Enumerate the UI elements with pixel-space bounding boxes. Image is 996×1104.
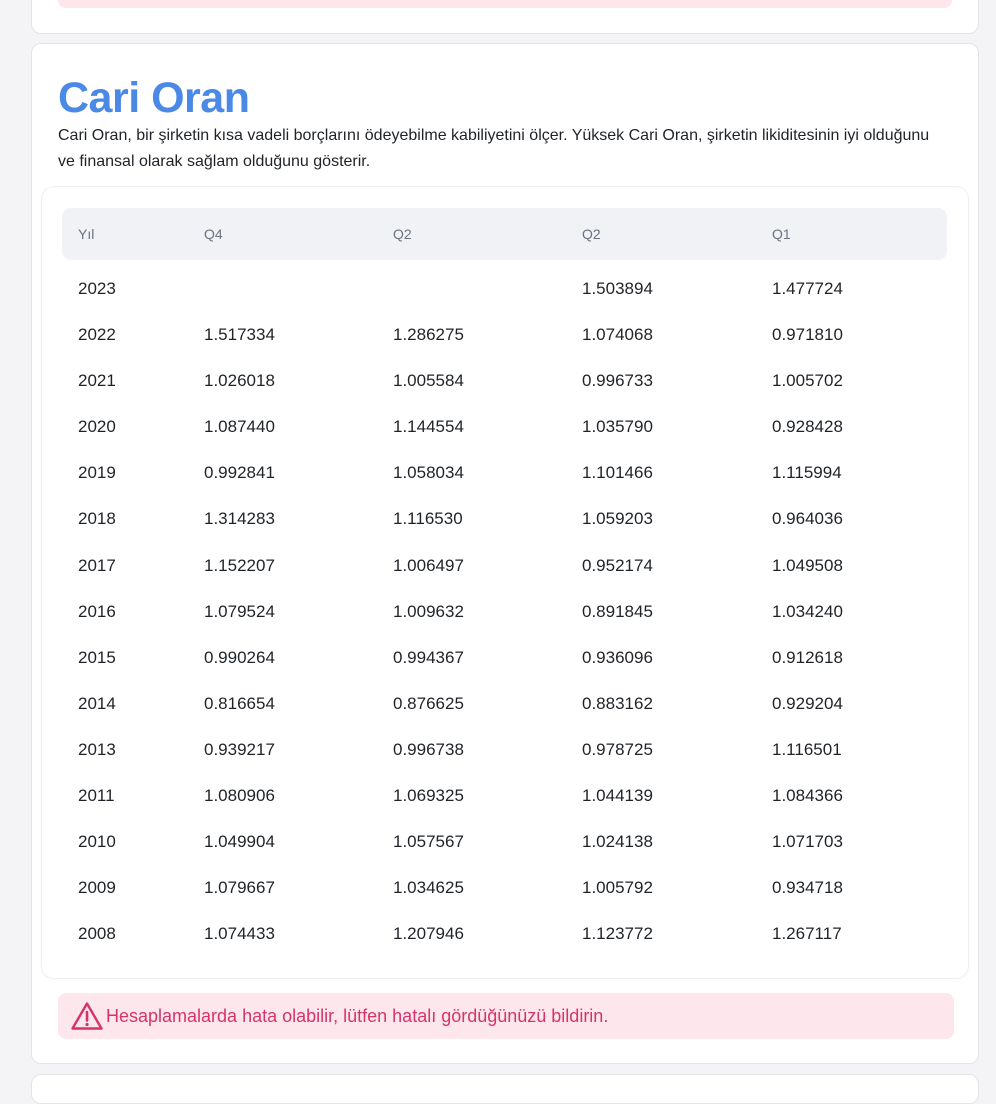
cell-q2-b: 1.503894	[582, 279, 653, 298]
cell-q2-a: 1.057567	[393, 832, 464, 852]
cell-q4: 1.079524	[204, 601, 275, 621]
cell-q4: 1.517334	[204, 325, 275, 345]
header-q2-b: Q2	[582, 226, 601, 242]
cell-q2-b: 0.952174	[582, 555, 653, 575]
warning-triangle-icon	[70, 1001, 104, 1031]
alert-text: Hesaplamalarda hata olabilir, lütfen hatalı gördüğünüzü bildirin.	[106, 1005, 609, 1026]
table-row	[62, 820, 947, 866]
table-row	[62, 590, 947, 636]
cell-q2-b: 0.996733	[582, 371, 653, 391]
cell-q2-b: 0.978725	[582, 739, 653, 759]
section-description: Cari Oran, bir şirketin kısa vadeli borçlarını ödeyebilme kabiliyetini ölçer. Yüksek Cari Oran, şirketin likiditesinin iyi olduğunu ve finansal olarak sağlam olduğunu gösterir.	[58, 127, 930, 170]
cell-year: 2009	[78, 878, 116, 898]
cell-q1: 1.005702	[772, 371, 843, 391]
cell-q2-a: 1.069325	[393, 786, 464, 806]
cell-q2-b: 1.044139	[582, 786, 653, 806]
cell-year: 2018	[78, 509, 116, 529]
cell-q1: 0.929204	[772, 693, 843, 713]
cell-q2-a: 1.034625	[393, 878, 464, 898]
cell-q2-b: 0.891845	[582, 601, 653, 621]
cell-q2-b: 1.074068	[582, 325, 653, 345]
table-row	[62, 267, 947, 313]
cell-year: 2020	[78, 417, 116, 437]
cell-q2-a: 1.116530	[393, 509, 463, 529]
cell-q2-b: 1.005792	[582, 878, 653, 898]
cell-q1: 1.267117	[772, 924, 842, 944]
table-row	[62, 682, 947, 728]
table-row	[62, 405, 947, 451]
cell-year: 2013	[78, 739, 116, 759]
header-q2-a: Q2	[393, 226, 412, 242]
cell-q1: 0.934718	[772, 878, 843, 898]
cell-q2-a: 1.207946	[393, 924, 464, 944]
table-row	[62, 497, 947, 543]
previous-section-alert	[58, 0, 952, 8]
table-row	[62, 451, 947, 497]
header-q4: Q4	[204, 226, 223, 242]
cell-year: 2008	[78, 924, 116, 944]
cell-q2-a: 0.996738	[393, 739, 464, 759]
cell-q2-b: 0.936096	[582, 647, 653, 667]
cell-year: 2023	[78, 279, 116, 298]
ratio-table	[42, 187, 968, 978]
cell-q4: 1.026018	[204, 371, 275, 391]
cell-q2-b: 1.024138	[582, 832, 653, 852]
cell-q1: 1.115994	[772, 463, 842, 483]
cell-q2-b: 1.101466	[582, 463, 653, 483]
cell-q2-b: 1.035790	[582, 417, 653, 437]
table-row	[62, 544, 947, 590]
table-row	[62, 774, 947, 820]
table-row	[62, 912, 947, 958]
cell-q1: 1.477724	[772, 279, 843, 298]
cell-q4: 0.992841	[204, 463, 275, 483]
cell-year: 2016	[78, 601, 116, 621]
cell-q2-a: 0.994367	[393, 647, 464, 667]
cell-q4: 1.049904	[204, 832, 275, 852]
cell-year: 2022	[78, 325, 116, 345]
table-body	[62, 267, 947, 958]
next-section-card	[31, 1074, 979, 1104]
cell-q1: 1.084366	[772, 786, 843, 806]
cell-q1: 1.071703	[772, 832, 843, 852]
cell-year: 2021	[78, 371, 116, 391]
cell-q2-b: 0.883162	[582, 693, 653, 713]
cell-q1: 0.928428	[772, 417, 843, 437]
cell-q4: 0.990264	[204, 647, 275, 667]
cell-q2-b: 1.059203	[582, 509, 653, 529]
cell-q2-a: 1.286275	[393, 325, 464, 345]
cell-year: 2014	[78, 693, 116, 713]
header-q1: Q1	[772, 226, 791, 242]
cell-q4: 1.080906	[204, 786, 275, 806]
table-row	[62, 728, 947, 774]
cell-year: 2015	[78, 647, 116, 667]
cell-q2-a: 0.876625	[393, 693, 464, 713]
cell-q1: 0.912618	[772, 647, 843, 667]
cell-q2-b: 1.123772	[582, 924, 653, 944]
cell-q2-a: 1.058034	[393, 463, 464, 483]
cell-q1: 0.971810	[772, 325, 843, 345]
cell-year: 2010	[78, 832, 116, 852]
cell-q4: 0.939217	[204, 739, 275, 759]
cell-q1: 1.034240	[772, 601, 843, 621]
table-row	[62, 313, 947, 359]
table-row	[62, 636, 947, 682]
previous-section-card	[31, 0, 979, 34]
cell-q4: 1.074433	[204, 924, 275, 944]
cell-q1: 1.116501	[772, 739, 842, 759]
cell-q2-a: 1.005584	[393, 371, 464, 391]
cell-q1: 1.049508	[772, 555, 843, 575]
error-warning-alert	[58, 993, 954, 1039]
table-header	[62, 208, 947, 260]
cell-q2-a: 1.009632	[393, 601, 464, 621]
cell-q2-a: 1.144554	[393, 417, 464, 437]
cell-q4: 1.152207	[204, 555, 275, 575]
cell-q1: 0.964036	[772, 509, 843, 529]
cell-q4: 0.816654	[204, 693, 275, 713]
section-title: Cari Oran	[58, 74, 250, 122]
cell-q4: 1.314283	[204, 509, 275, 529]
cell-q4: 1.087440	[204, 417, 275, 437]
cell-year: 2019	[78, 463, 116, 483]
table-row	[62, 359, 947, 405]
cell-q4: 1.079667	[204, 878, 275, 898]
table-row	[62, 866, 947, 912]
current-ratio-card	[31, 43, 979, 1064]
cell-q2-a: 1.006497	[393, 555, 464, 575]
cell-year: 2011	[78, 786, 115, 806]
cell-year: 2017	[78, 555, 116, 575]
header-year: Yıl	[78, 226, 95, 242]
